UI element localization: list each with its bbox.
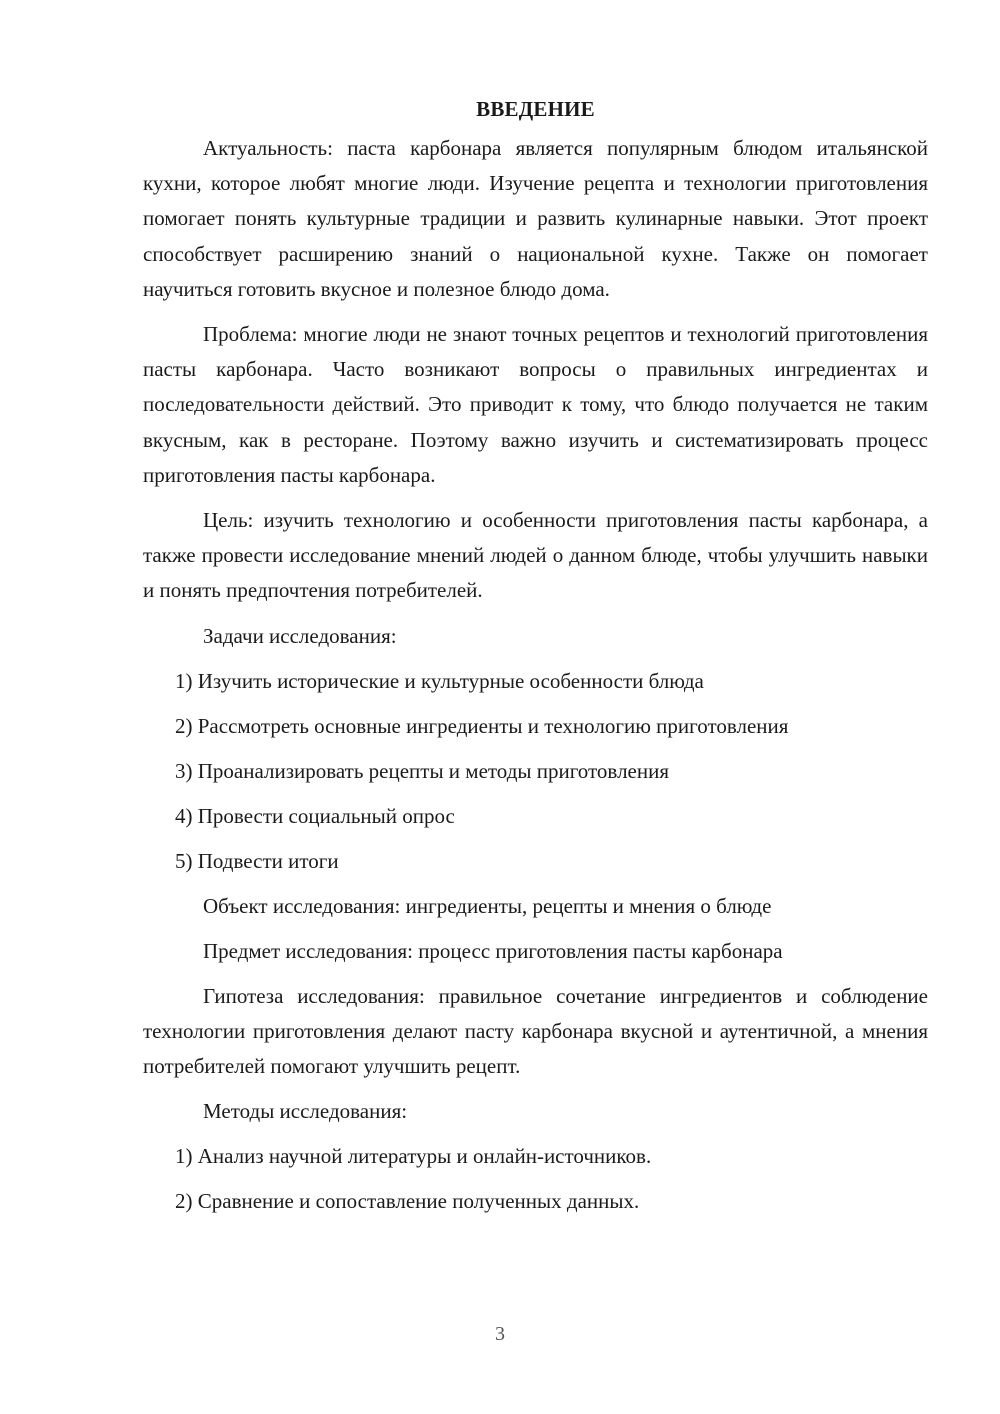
methods-list — [143, 1139, 928, 1219]
list-item: 4) Провести социальный опрос — [175, 803, 455, 828]
problem-paragraph: Проблема: многие люди не знают точных рецептов и технологий приготовления пасты карбонара. Часто возникают вопросы о правильных ингредиентах и последовательности действий. Это приводит к тому, что блюдо получается не таким вкусным, как в ресторане. Поэтому важно изучить и систематизировать процесс приготовления пасты карбонара. — [143, 322, 928, 487]
methods-heading: Методы исследования: — [203, 1099, 408, 1124]
goal-paragraph: Цель: изучить технологию и особенности приготовления пасты карбонара, а также провести исследование мнений людей о данном блюде, чтобы улучшить навыки и понять предпочтения потребителей. — [143, 508, 928, 603]
list-item: 2) Рассмотреть основные ингредиенты и технологию приготовления — [175, 713, 789, 738]
list-item: 1) Изучить исторические и культурные особенности блюда — [175, 668, 704, 693]
list-item: 1) Анализ научной литературы и онлайн-источников. — [175, 1144, 652, 1169]
tasks-heading: Задачи исследования: — [203, 623, 397, 648]
hypothesis-paragraph: Гипотеза исследования: правильное сочетание ингредиентов и соблюдение технологии приготовления делают пасту карбонара вкусной и аутентичной, а мнения потребителей помогают улучшить рецепт. — [143, 983, 928, 1079]
section-title: ВВЕДЕНИЕ — [476, 97, 595, 121]
document-page — [143, 92, 928, 1229]
list-item: 3) Проанализировать рецепты и методы приготовления — [175, 758, 670, 783]
page-number: 3 — [495, 1323, 505, 1345]
research-subject: Предмет исследования: процесс приготовления пасты карбонара — [203, 938, 783, 963]
list-item: 5) Подвести итоги — [175, 848, 339, 873]
tasks-list — [143, 664, 928, 879]
relevance-paragraph: Актуальность: паста карбонара является популярным блюдом итальянской кухни, которое любят многие люди. Изучение рецепта и технологии приготовления помогает понять культурные традиции и развить кулинарные навыки. Этот проект способствует расширению знаний о национальной кухне. Также он помогает научиться готовить вкусное и полезное блюдо дома. — [143, 136, 928, 301]
research-object: Объект исследования: ингредиенты, рецепты и мнения о блюде — [203, 893, 772, 918]
list-item: 2) Сравнение и сопоставление полученных данных. — [175, 1189, 640, 1214]
